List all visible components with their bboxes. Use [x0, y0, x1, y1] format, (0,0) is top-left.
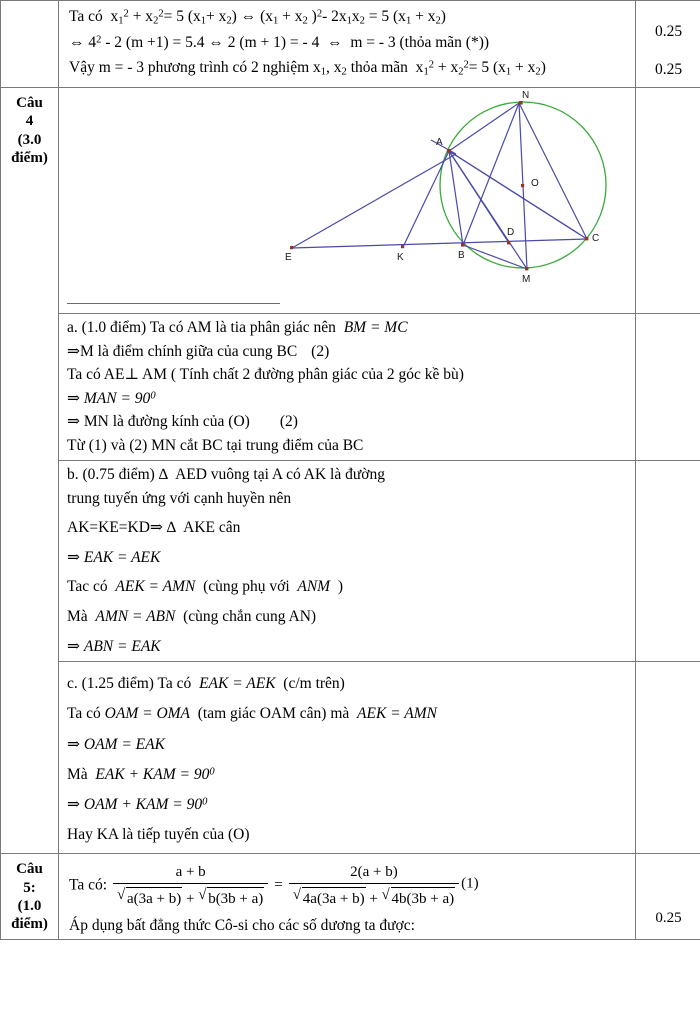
vertex-C — [585, 237, 588, 240]
row1-points-wrap — [636, 1, 700, 87]
question-label-cell-empty — [1, 1, 59, 88]
table-row — [1, 662, 700, 854]
vertex-M — [525, 267, 528, 270]
section-a-points-cell — [636, 314, 700, 461]
plus-sign: + — [369, 891, 378, 908]
section-c-cell — [59, 662, 636, 854]
math-expr: AEK = AMN — [357, 705, 437, 723]
math-expr: BM = MC — [343, 319, 408, 336]
row1-line-3: Vậy m = - 3 phương trình có 2 nghiệm $x_1$, $x_2$ thỏa mãn $x_1^2 + x_2^2= 5$ $(x_1 + x_2)$ — [69, 58, 546, 78]
math-expr: EAK = AEK — [199, 675, 276, 693]
figure-label-A: A — [436, 137, 443, 148]
math-expr: EAK = AEK — [83, 548, 161, 566]
math-expr: MAN — [83, 389, 117, 407]
vertex-K — [401, 245, 404, 248]
vertex-O — [521, 184, 524, 187]
figure-points-cell — [636, 88, 700, 314]
section-b-line: ⇒ EAK = AEK — [67, 548, 161, 566]
figure-vertices — [290, 101, 588, 270]
section-b-line: b. (0.75 điểm) ∆ AED vuông tại A có AK là đường — [67, 466, 385, 484]
row1-line-1: Ta có $x_1^2 + x_2^2= 5$ $(x_1+ x_2)$ ⇔ ($x_1 + x_2$ )$^2$- $2x_1x_2 = 5$ $(x_1 + x_2)$ — [69, 8, 446, 27]
fraction-left — [113, 863, 268, 909]
section-c-line: Hay KA là tiếp tuyến của (O) — [67, 826, 250, 844]
question-label-cell-cau4 — [1, 88, 59, 854]
figure-label-O: O — [531, 178, 539, 189]
section-c-line: Mà EAK + KAM = $90^0$ — [67, 765, 215, 783]
cau5-body-cell — [59, 854, 636, 940]
question-label-line: 4 — [25, 113, 34, 130]
section-b-text — [59, 461, 635, 661]
sqrt-icon — [293, 886, 366, 909]
plus-sign: + — [185, 891, 195, 908]
section-c-points-cell — [636, 662, 700, 854]
section-b-line: Mà AMN = ABN (cùng chắn cung AN) — [67, 608, 317, 626]
cau5-content — [59, 854, 635, 939]
section-c-line: ⇒ OAM + KAM = $90^0$ — [67, 795, 208, 813]
fraction-numerator: 2(a + b) — [289, 863, 459, 884]
row1-line-2: ⇔ $4^2 - 2$ (m +1) = 5.4 ⇔ 2 (m + 1) = - 4 ⇔ m = - 3 (thỏa mãn (*)) — [69, 33, 490, 51]
vertex-B — [461, 243, 465, 247]
table-row — [1, 314, 700, 461]
question-label-cell-cau5 — [1, 854, 59, 940]
cau5-lead-text: Ta có: — [69, 876, 108, 894]
table-row — [1, 461, 700, 662]
equation-number: (1) — [461, 875, 479, 892]
section-a-line: a. (1.0 điểm) Ta có AM là tia phân giác nên BM = MC — [67, 319, 408, 336]
geometry-svg — [59, 88, 635, 313]
math-expr: AEK = AMN — [115, 578, 196, 596]
figure-label-N: N — [522, 90, 530, 101]
figure-label-C: C — [592, 233, 600, 244]
figure-label-M: M — [522, 274, 531, 285]
section-c-text — [59, 662, 635, 853]
math-expr: AMN = ABN — [95, 608, 176, 626]
row1-body-cell — [59, 1, 636, 88]
underline-rule — [67, 303, 280, 304]
sqrt-icon — [382, 886, 456, 909]
cau5-closing-line: Áp dụng bất đẳng thức Cô-si cho các số dương ta được: — [69, 917, 415, 935]
radicand: 4a(3a + b) — [302, 887, 366, 909]
question-label-line: Câu — [16, 95, 43, 111]
vertex-N — [519, 101, 523, 105]
section-b-line: trung tuyến ứng với cạnh huyền nên — [67, 489, 292, 507]
section-b-line: Tac có AEK = AMN (cùng phụ với ANM ) — [67, 578, 344, 596]
cau5-formula-line — [59, 854, 635, 909]
points-value: 0.25 — [654, 61, 683, 78]
sqrt-icon — [117, 886, 182, 909]
section-b-line: ⇒ ABN = EAK — [67, 637, 161, 655]
math-expr: ANM — [297, 578, 331, 596]
cau5-points-cell — [636, 854, 700, 940]
section-a-line: Ta có AE⊥ AM ( Tính chất 2 đường phân giác của 2 góc kề bù) — [67, 366, 464, 384]
sqrt-icon — [198, 886, 264, 909]
math-expr: ABN = EAK — [83, 637, 161, 655]
points-value: 0.25 — [654, 23, 683, 40]
fraction-numerator: a + b — [113, 863, 268, 884]
section-a-line: Từ (1) và (2) MN cắt BC tại trung điểm của BC — [67, 436, 364, 454]
math-expr: OAM = OMA — [104, 705, 191, 723]
fraction-denominator — [289, 884, 459, 909]
section-b-cell — [59, 461, 636, 662]
question-label-line: điểm) — [11, 916, 48, 933]
math-expr: EAK + KAM = $90^0$ — [95, 765, 215, 783]
table-row — [1, 88, 700, 314]
math-expr: OAM = EAK — [83, 735, 165, 753]
radicand: 4b(3b + a) — [391, 887, 456, 909]
math-expr: = $90^0$ — [120, 389, 156, 407]
fraction-right — [289, 863, 459, 909]
points-value: 0.25 — [655, 910, 682, 927]
radicand: b(3b + a) — [207, 887, 264, 909]
section-c-line: ⇒ OAM = EAK — [67, 735, 165, 753]
figure-label-E: E — [285, 252, 292, 263]
section-a-text — [59, 314, 635, 460]
figure-label-K: K — [397, 252, 404, 263]
figure-label-D: D — [507, 227, 515, 238]
row1-points-cell — [636, 1, 700, 88]
question-label-cau5 — [1, 854, 58, 933]
vertex-D — [507, 241, 510, 244]
table-row — [1, 854, 700, 940]
question-label-line: Câu — [16, 861, 43, 878]
section-a-line: ⇒M là điểm chính giữa của cung BC (2) — [67, 342, 330, 360]
question-label-cau4 — [1, 88, 58, 167]
vertex-A — [447, 149, 451, 153]
section-c-line: Ta có OAM = OMA (tam giác OAM cân) mà AEK = AMN — [67, 705, 437, 723]
equals-sign: = — [274, 876, 283, 894]
math-expr: OAM + KAM = $90^0$ — [83, 795, 208, 813]
row1-math-block — [59, 1, 635, 83]
question-label-line: điểm) — [11, 149, 48, 166]
section-a-cell — [59, 314, 636, 461]
section-b-points-cell — [636, 461, 700, 662]
question-label-line: (1.0 — [17, 898, 42, 915]
figure-cell — [59, 88, 636, 314]
section-b-line: AK=KE=KD⇒ ∆ AKE cân — [67, 519, 241, 537]
table-row — [1, 1, 700, 88]
radicand: a(3a + b) — [126, 887, 182, 909]
fraction-denominator — [113, 884, 268, 909]
question-label-line: (3.0 — [17, 131, 42, 148]
section-c-line: c. (1.25 điểm) Ta có EAK = AEK (c/m trên) — [67, 675, 345, 693]
figure-label-B: B — [458, 250, 465, 261]
section-a-line: ⇒ MN là đường kính của (O) (2) — [67, 413, 298, 431]
vertex-E — [290, 246, 293, 249]
geometry-diagram — [59, 88, 635, 313]
question-label-line: 5: — [23, 879, 36, 896]
section-a-line: ⇒ MAN = $90^0$ — [67, 389, 156, 407]
